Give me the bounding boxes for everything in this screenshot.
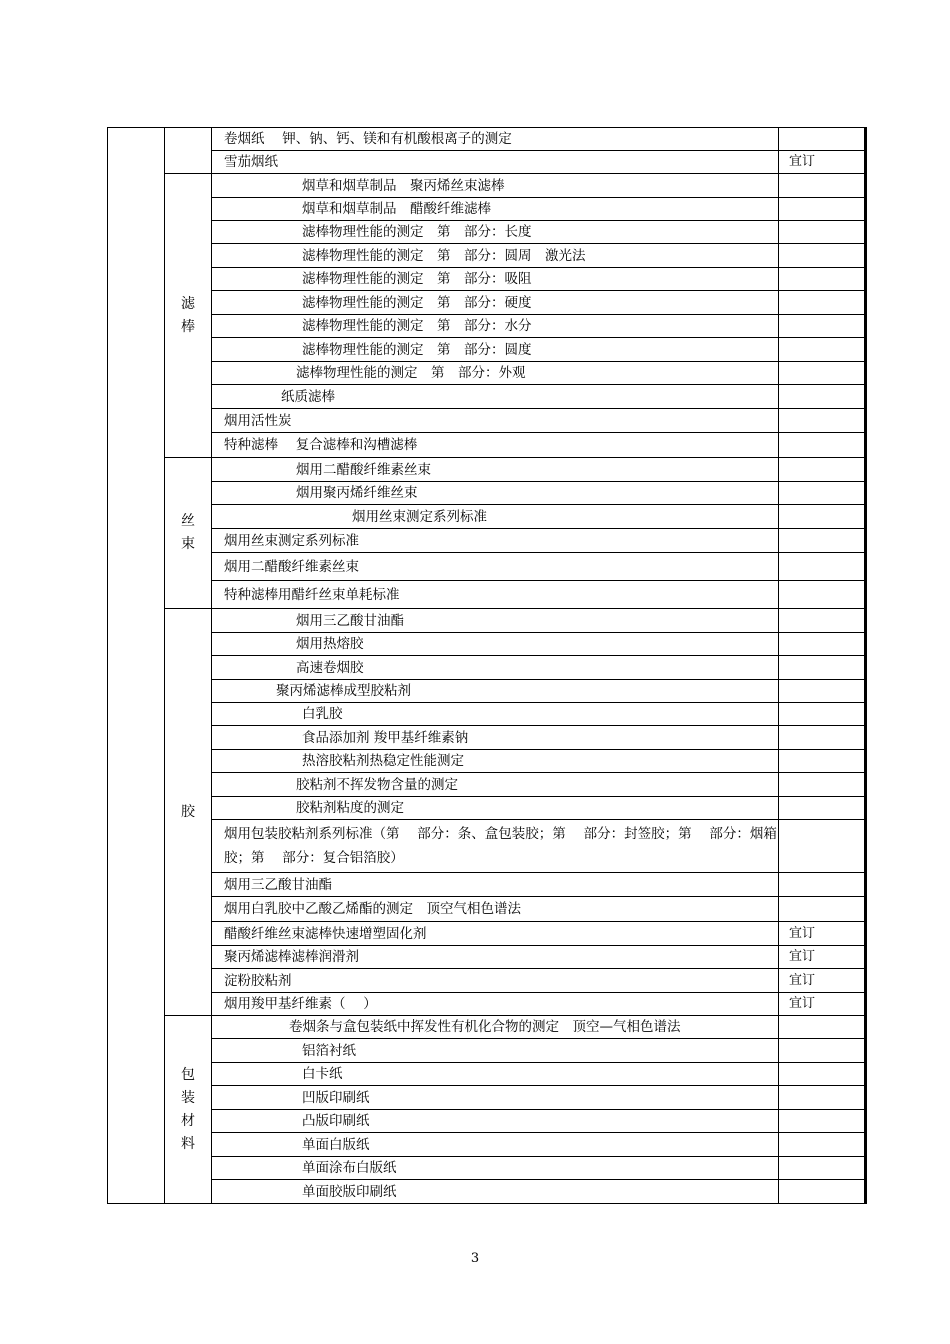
remark-cell bbox=[779, 221, 866, 244]
standard-title: 卷烟条与盒包装纸中挥发性有机化合物的测定 顶空—气相色谱法 bbox=[212, 1016, 779, 1039]
table-row bbox=[108, 385, 866, 409]
table-row bbox=[108, 315, 866, 338]
remark-cell bbox=[779, 820, 866, 873]
remark-cell bbox=[779, 409, 866, 433]
standard-title: 烟用包装胶粘剂系列标准（第 部分：条、盒包装胶；第 部分：封签胶；第 部分：烟箱胶；第 部分：复合铝箔胶） bbox=[212, 820, 779, 873]
standard-title: 铝箔衬纸 bbox=[212, 1039, 779, 1063]
remark-cell bbox=[779, 315, 866, 338]
table-row bbox=[108, 609, 866, 633]
standard-title: 滤棒物理性能的测定 第 部分：吸阻 bbox=[212, 268, 779, 291]
table-row bbox=[108, 174, 866, 198]
standard-title: 滤棒物理性能的测定 第 部分：硬度 bbox=[212, 291, 779, 315]
remark-cell bbox=[779, 703, 866, 726]
remark-cell bbox=[779, 1086, 866, 1110]
table-row bbox=[108, 922, 866, 946]
standard-title: 雪茄烟纸 bbox=[212, 151, 779, 174]
table-row bbox=[108, 773, 866, 797]
standard-title: 烟用丝束测定系列标准 bbox=[212, 529, 779, 553]
table-row bbox=[108, 726, 866, 750]
standard-title: 胶粘剂不挥发物含量的测定 bbox=[212, 773, 779, 797]
remark-cell bbox=[779, 458, 866, 482]
remark-cell bbox=[779, 268, 866, 291]
table-row bbox=[108, 633, 866, 656]
table-row bbox=[108, 433, 866, 458]
remark-cell bbox=[779, 1039, 866, 1063]
remark-cell: 宜订 bbox=[779, 922, 866, 946]
table-row bbox=[108, 268, 866, 291]
standard-title: 滤棒物理性能的测定 第 部分：水分 bbox=[212, 315, 779, 338]
remark-cell: 宜订 bbox=[779, 993, 866, 1016]
remark-cell bbox=[779, 244, 866, 268]
table-row bbox=[108, 1110, 866, 1133]
standard-title: 烟用白乳胶中乙酸乙烯酯的测定 顶空气相色谱法 bbox=[212, 897, 779, 922]
remark-cell bbox=[779, 174, 866, 198]
standard-title: 滤棒物理性能的测定 第 部分：长度 bbox=[212, 221, 779, 244]
table-row bbox=[108, 993, 866, 1016]
remark-cell bbox=[779, 656, 866, 680]
table-row bbox=[108, 244, 866, 268]
table-row bbox=[108, 703, 866, 726]
standards-table bbox=[107, 127, 867, 1204]
standard-title: 淀粉胶粘剂 bbox=[212, 969, 779, 993]
standard-title: 凹版印刷纸 bbox=[212, 1086, 779, 1110]
page-number: 3 bbox=[470, 1251, 480, 1266]
table-row bbox=[108, 946, 866, 969]
standard-title: 烟用聚丙烯纤维丝束 bbox=[212, 482, 779, 505]
standard-title: 白乳胶 bbox=[212, 703, 779, 726]
table-row bbox=[108, 1180, 866, 1204]
table-row bbox=[108, 482, 866, 505]
remark-cell bbox=[779, 1157, 866, 1180]
standard-title: 纸质滤棒 bbox=[212, 385, 779, 409]
standard-title: 胶粘剂粘度的测定 bbox=[212, 797, 779, 820]
standard-title: 滤棒物理性能的测定 第 部分：外观 bbox=[212, 362, 779, 385]
standard-title: 高速卷烟胶 bbox=[212, 656, 779, 680]
standard-title: 烟用羧甲基纤维素（ ） bbox=[212, 993, 779, 1016]
standard-title: 烟用三乙酸甘油酯 bbox=[212, 609, 779, 633]
remark-cell bbox=[779, 505, 866, 529]
remark-cell bbox=[779, 553, 866, 581]
remark-cell bbox=[779, 1063, 866, 1086]
category-cell bbox=[165, 609, 212, 1016]
remark-cell bbox=[779, 773, 866, 797]
remark-cell: 宜订 bbox=[779, 151, 866, 174]
category-label: 滤 棒 bbox=[181, 295, 209, 335]
standard-title: 烟草和烟草制品 聚丙烯丝束滤棒 bbox=[212, 174, 779, 198]
standard-title: 烟用丝束测定系列标准 bbox=[212, 505, 779, 529]
category-label: 丝 束 bbox=[181, 513, 209, 552]
table-row bbox=[108, 128, 866, 151]
standard-title: 食品添加剂 羧甲基纤维素钠 bbox=[212, 726, 779, 750]
category-cell bbox=[165, 1016, 212, 1204]
remark-cell bbox=[779, 128, 866, 151]
remark-cell bbox=[779, 385, 866, 409]
standard-title: 热溶胶粘剂热稳定性能测定 bbox=[212, 750, 779, 773]
standard-title: 特种滤棒 复合滤棒和沟槽滤棒 bbox=[212, 433, 779, 458]
table-row bbox=[108, 553, 866, 581]
standard-title: 烟用二醋酸纤维素丝束 bbox=[212, 553, 779, 581]
remark-cell bbox=[779, 750, 866, 773]
remark-cell bbox=[779, 680, 866, 703]
table-row bbox=[108, 680, 866, 703]
remark-cell bbox=[779, 797, 866, 820]
standard-title: 单面胶版印刷纸 bbox=[212, 1180, 779, 1204]
remark-cell bbox=[779, 873, 866, 897]
table-row bbox=[108, 529, 866, 553]
remark-cell bbox=[779, 581, 866, 609]
standard-title: 滤棒物理性能的测定 第 部分：圆周 激光法 bbox=[212, 244, 779, 268]
remark-cell bbox=[779, 482, 866, 505]
remark-cell bbox=[779, 291, 866, 315]
table-row bbox=[108, 291, 866, 315]
standard-title: 单面涂布白版纸 bbox=[212, 1157, 779, 1180]
table-row bbox=[108, 1039, 866, 1063]
table-row bbox=[108, 338, 866, 362]
category-label: 胶 bbox=[181, 803, 195, 820]
remark-cell bbox=[779, 1133, 866, 1157]
table-row bbox=[108, 1086, 866, 1110]
table-row bbox=[108, 656, 866, 680]
remark-cell bbox=[779, 338, 866, 362]
table-row bbox=[108, 198, 866, 221]
table-row bbox=[108, 750, 866, 773]
standard-title: 聚丙烯滤棒滤棒润滑剂 bbox=[212, 946, 779, 969]
table-row bbox=[108, 1063, 866, 1086]
remark-cell bbox=[779, 362, 866, 385]
table-row bbox=[108, 969, 866, 993]
standard-title: 烟用二醋酸纤维素丝束 bbox=[212, 458, 779, 482]
remark-cell: 宜订 bbox=[779, 946, 866, 969]
remark-cell bbox=[779, 1016, 866, 1039]
category-cell bbox=[165, 174, 212, 458]
remark-cell bbox=[779, 726, 866, 750]
category-cell bbox=[165, 128, 212, 174]
standard-title: 滤棒物理性能的测定 第 部分：圆度 bbox=[212, 338, 779, 362]
standard-title: 烟用热熔胶 bbox=[212, 633, 779, 656]
remark-cell bbox=[779, 433, 866, 458]
table-row bbox=[108, 151, 866, 174]
standard-title: 烟草和烟草制品 醋酸纤维滤棒 bbox=[212, 198, 779, 221]
table-row bbox=[108, 221, 866, 244]
table-row bbox=[108, 797, 866, 820]
table-row bbox=[108, 873, 866, 897]
table-row bbox=[108, 505, 866, 529]
standard-title: 卷烟纸 钾、钠、钙、镁和有机酸根离子的测定 bbox=[212, 128, 779, 151]
category-cell bbox=[165, 458, 212, 609]
remark-cell bbox=[779, 1180, 866, 1204]
remark-cell: 宜订 bbox=[779, 969, 866, 993]
standard-title: 白卡纸 bbox=[212, 1063, 779, 1086]
standard-title: 凸版印刷纸 bbox=[212, 1110, 779, 1133]
outer-blank-column bbox=[108, 128, 165, 1204]
standard-title: 单面白版纸 bbox=[212, 1133, 779, 1157]
table-row bbox=[108, 581, 866, 609]
remark-cell bbox=[779, 198, 866, 221]
table-row bbox=[108, 897, 866, 922]
table-row bbox=[108, 1016, 866, 1039]
remark-cell bbox=[779, 1110, 866, 1133]
standard-title: 特种滤棒用醋纤丝束单耗标准 bbox=[212, 581, 779, 609]
standard-title: 醋酸纤维丝束滤棒快速增塑固化剂 bbox=[212, 922, 779, 946]
standard-title: 聚丙烯滤棒成型胶粘剂 bbox=[212, 680, 779, 703]
remark-cell bbox=[779, 529, 866, 553]
standard-title: 烟用三乙酸甘油酯 bbox=[212, 873, 779, 897]
category-label: 包装材料 bbox=[181, 1066, 195, 1152]
table-row bbox=[108, 1133, 866, 1157]
remark-cell bbox=[779, 897, 866, 922]
remark-cell bbox=[779, 633, 866, 656]
standard-title: 烟用活性炭 bbox=[212, 409, 779, 433]
table-row bbox=[108, 362, 866, 385]
table-row bbox=[108, 458, 866, 482]
table-row bbox=[108, 1157, 866, 1180]
table-row bbox=[108, 409, 866, 433]
table-row bbox=[108, 820, 866, 873]
remark-cell bbox=[779, 609, 866, 633]
